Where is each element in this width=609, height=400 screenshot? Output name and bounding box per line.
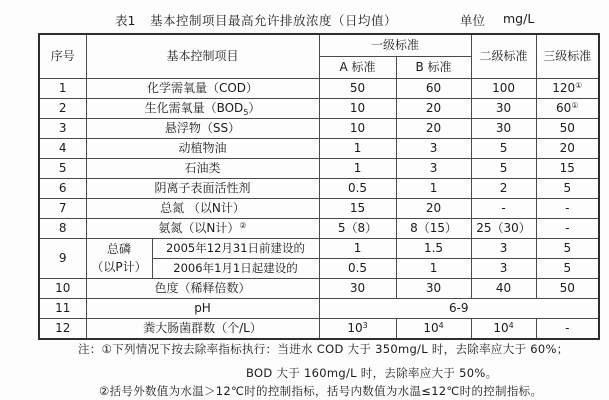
cell-l3 xyxy=(536,99,599,119)
cell-b: 20 xyxy=(396,119,471,139)
cell-item: 粪大肠菌群数（个/L） xyxy=(86,319,319,340)
header-level1-b: B 标准 xyxy=(396,57,471,79)
cell-no: 11 xyxy=(39,299,86,319)
table-number-label: 表1 xyxy=(115,13,136,28)
cell-item: 化学需氧量（COD） xyxy=(86,79,319,99)
cell-a-exponent: 3 xyxy=(362,321,368,331)
cell-condition-before-2005: 2005年12月31日前建设的 xyxy=(152,239,319,259)
cell-l2-exponent: 4 xyxy=(508,321,514,331)
cell-l3: 50 xyxy=(536,119,599,139)
cell-a: 50 xyxy=(319,79,396,99)
cell-item-total-p xyxy=(86,239,152,279)
cell-item: 总氮 （以N计） xyxy=(86,199,319,219)
cell-b: 3 xyxy=(396,159,471,179)
cell-a: 10 xyxy=(319,119,396,139)
table-row-4 xyxy=(39,139,599,159)
footnote-1-line-2: BOD 大于 160mg/L 时，去除率应大于 50%。 xyxy=(246,366,498,380)
cell-l3: 5 xyxy=(536,239,599,259)
unit-value: mg/L xyxy=(503,11,535,26)
cell-b: 3 xyxy=(396,139,471,159)
table-row-8 xyxy=(39,219,599,239)
cell-b: 20 xyxy=(396,199,471,219)
header-level1-a: A 标准 xyxy=(319,57,396,79)
footnote-mark-2: ② xyxy=(239,221,247,231)
cell-l2: 5 xyxy=(471,159,536,179)
cell-l3: - xyxy=(536,219,599,239)
table-row-12 xyxy=(39,319,599,340)
cell-a: 0.5 xyxy=(319,179,396,199)
cell-l3: 5 xyxy=(536,259,599,279)
cell-l2: 3 xyxy=(471,239,536,259)
cell-l2-base: 10 xyxy=(493,321,509,336)
cell-a: 30 xyxy=(319,279,396,299)
cell-l2: 5 xyxy=(471,139,536,159)
cell-b: 60 xyxy=(396,79,471,99)
cell-a: 0.5 xyxy=(319,259,396,279)
cell-b: 8（15） xyxy=(396,219,471,239)
cell-l3 xyxy=(536,79,599,99)
table-row-6 xyxy=(39,179,599,199)
cell-a: 1 xyxy=(319,239,396,259)
cell-a: 1 xyxy=(319,139,396,159)
cell-l3: - xyxy=(536,319,599,340)
table-caption xyxy=(0,11,609,27)
unit-label: 单位 xyxy=(460,13,486,28)
cell-no: 10 xyxy=(39,279,86,299)
cell-condition-from-2006: 2006年1月1日起建设的 xyxy=(152,259,319,279)
standards-table xyxy=(38,33,600,340)
cell-item: 色度（稀释倍数） xyxy=(86,279,319,299)
cell-a-base: 10 xyxy=(347,321,363,336)
cell-l2: - xyxy=(471,199,536,219)
cell-a: 10 xyxy=(319,99,396,119)
cell-l3: 15 xyxy=(536,159,599,179)
cell-a xyxy=(319,319,396,340)
table-row-1 xyxy=(39,79,599,99)
cell-no: 9 xyxy=(39,239,86,279)
table-row-9a xyxy=(39,239,599,259)
cell-l3-value: 60 xyxy=(556,101,572,116)
cell-ph-merged: 6-9 xyxy=(319,299,599,319)
cell-l2 xyxy=(471,319,536,340)
footnote-mark-1: ① xyxy=(575,81,583,91)
cell-no: 2 xyxy=(39,99,86,119)
footnote-mark-1: ① xyxy=(571,101,579,111)
header-level1: 一级标准 xyxy=(319,34,471,57)
table-row-11 xyxy=(39,299,599,319)
cell-item: 石油类 xyxy=(86,159,319,179)
cell-l2: 40 xyxy=(471,279,536,299)
cell-a: 1 xyxy=(319,159,396,179)
table-row-5 xyxy=(39,159,599,179)
cell-item-text: 生化需氧量（BOD xyxy=(144,101,244,116)
total-p-line1: 总磷 xyxy=(106,242,131,257)
footnote-2: ②括号外数值为水温＞12℃时的控制指标，括号内数值为水温≤12℃时的控制指标。 xyxy=(99,384,543,398)
header-level2: 二级标准 xyxy=(471,34,536,79)
table-row-2 xyxy=(39,99,599,119)
cell-l2: 2 xyxy=(471,179,536,199)
cell-l3-value: 120 xyxy=(552,81,576,96)
cell-b: 30 xyxy=(396,279,471,299)
header-level3: 三级标准 xyxy=(536,34,599,79)
cell-no: 3 xyxy=(39,119,86,139)
cell-no: 8 xyxy=(39,219,86,239)
table-row-7 xyxy=(39,199,599,219)
cell-b: 20 xyxy=(396,99,471,119)
cell-b: 1.5 xyxy=(396,239,471,259)
cell-b-exponent: 4 xyxy=(438,321,444,331)
header-row-1 xyxy=(39,34,599,57)
cell-item xyxy=(86,99,319,119)
cell-item xyxy=(86,219,319,239)
cell-item-text: 氨氮（以N计） xyxy=(158,221,240,236)
cell-no: 1 xyxy=(39,79,86,99)
cell-a: 5（8） xyxy=(319,219,396,239)
footnote-1-line-1: 注：①下列情况下按去除率指标执行：当进水 COD 大于 350mg/L 时，去除率应大于 60%； xyxy=(78,342,569,356)
cell-b: 1 xyxy=(396,259,471,279)
header-no: 序号 xyxy=(39,34,86,79)
cell-item-close: ） xyxy=(248,101,261,116)
cell-l2: 3 xyxy=(471,259,536,279)
cell-l3: 20 xyxy=(536,139,599,159)
cell-l3: 5 xyxy=(536,179,599,199)
cell-item: 悬浮物（SS） xyxy=(86,119,319,139)
table-row-10 xyxy=(39,279,599,299)
cell-l2: 30 xyxy=(471,99,536,119)
cell-no: 12 xyxy=(39,319,86,340)
cell-item: 阴离子表面活性剂 xyxy=(86,179,319,199)
bod-subscript: 5 xyxy=(243,108,249,118)
cell-b xyxy=(396,319,471,340)
cell-no: 4 xyxy=(39,139,86,159)
cell-l3: 50 xyxy=(536,279,599,299)
cell-l2: 100 xyxy=(471,79,536,99)
cell-item: pH xyxy=(86,299,319,319)
header-item: 基本控制项目 xyxy=(86,34,319,79)
total-p-line2: （以P计） xyxy=(91,259,147,274)
table-title: 基本控制项目最高允许排放浓度（日均值） xyxy=(150,13,398,28)
table-row-3 xyxy=(39,119,599,139)
cell-no: 5 xyxy=(39,159,86,179)
cell-a: 15 xyxy=(319,199,396,219)
cell-b: 1 xyxy=(396,179,471,199)
cell-item: 动植物油 xyxy=(86,139,319,159)
cell-no: 6 xyxy=(39,179,86,199)
cell-b-base: 10 xyxy=(423,321,439,336)
cell-l3: - xyxy=(536,199,599,219)
cell-l2: 30 xyxy=(471,119,536,139)
cell-l2: 25（30） xyxy=(471,219,536,239)
cell-no: 7 xyxy=(39,199,86,219)
